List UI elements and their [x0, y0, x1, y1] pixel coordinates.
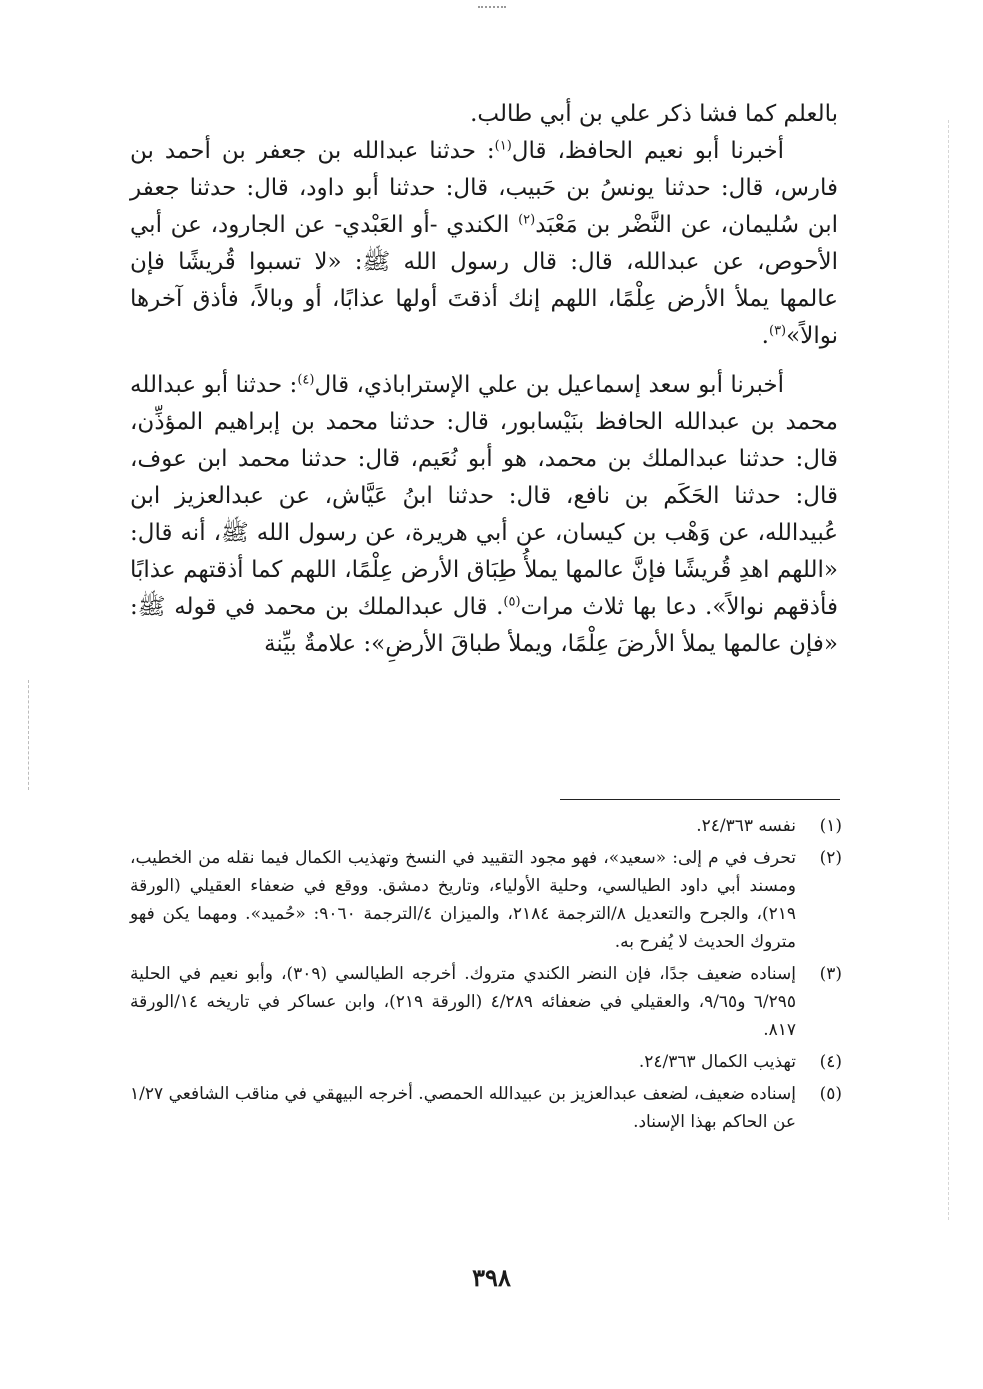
footnote-reference: (٢) [518, 212, 536, 228]
scan-margin-mark [28, 680, 31, 790]
footnote-text: إسناده ضعيف جدًا، فإن النضر الكندي متروك. أخرجه الطيالسي (٣٠٩)، وأبو نعيم في الحلية ٦/٢٩٥ و٩/٦٥، والعقيلي في ضعفائه ٤/٢٨٩ (الورقة ٢١٩)، وابن عساكر في تاريخه ١٤/الورقة ٨١٧. [130, 964, 796, 1040]
footnote-item [130, 844, 842, 956]
paragraph-text: : حدثنا عبدالله بن جعفر بن أحمد بن فارس، قال: حدثنا يونسُ بن حَبيب، قال: حدثنا أبو داود، قال: حدثنا جعفر ابن سُليمان، عن النَّضْر بن مَعْبَد [130, 138, 838, 238]
footnote-text: تحرف في م إلى: «سعيد»، فهو مجود التقييد في النسخ وتهذيب الكمال فيما نقله من الخطيب، ومسند أبي داود الطيالسي، وحلية الأولياء، وتاريخ دمشق. ووقع في ضعفاء العقيلي (الورقة ٢١٩)، والجرح والتعديل ٨/الترجمة ٢١٨٤، والميزان ٤/الترجمة ٩٠٦٠: «حُميد». ومهما يكن فهو متروك الحديث لا يُفرح به. [130, 848, 797, 952]
paragraph-2 [130, 133, 838, 355]
scan-margin-mark [948, 120, 951, 1220]
scan-mark [478, 0, 506, 8]
footnote-reference: (٤) [297, 372, 315, 388]
paragraph-1 [130, 96, 838, 133]
footnote-text: نفسه ٢٤/٣٦٣. [696, 816, 796, 836]
footnote-text: إسناده ضعيف، لضعف عبدالعزيز بن عبيدالله الحمصي. أخرجه البيهقي في مناقب الشافعي ١/٢٧ عن الحاكم بهذا الإسناد. [130, 1084, 796, 1132]
paragraph-text: : حدثنا أبو عبدالله محمد بن عبدالله الحافظ بنَيْسابور، قال: حدثنا محمد بن إبراهيم المؤذِّن، قال: حدثنا عبدالملك بن محمد، هو أبو نُعَيم، قال: حدثنا محمد ابن عوف، قال: حدثنا الحَكَم بن نافع، قال: حدثنا ابنُ عَيَّاش، عن عبدالعزيز ابن عُبيدالله، عن وَهْب بن كيسان، عن أبي هريرة، عن رسول الله ﷺ، أنه قال: «اللهم اهدِ قُريشًا فإنَّ عالمها يملأُ طِبَاق الأرض عِلْمًا، اللهم كما أذقتهم عذابًا فأذقهم نوالاً». دعا بها ثلاث مرات [130, 372, 838, 620]
footnote-reference: (٥) [503, 594, 521, 610]
footnote-item [130, 1080, 842, 1136]
paragraph-3 [130, 367, 838, 663]
footnote-item [130, 1048, 842, 1076]
footnote-number: (٢) [819, 848, 842, 868]
footnote-reference: (٣) [768, 323, 787, 339]
footnote-item [130, 812, 842, 840]
main-text [130, 96, 838, 663]
footnote-separator [560, 799, 840, 800]
footnote-number: (٤) [819, 1052, 842, 1072]
footnotes [130, 812, 842, 1140]
paragraph-text: أخبرنا أبو سعد إسماعيل بن علي الإستراباذي، قال [314, 372, 784, 398]
footnote-number: (٥) [819, 1084, 842, 1104]
footnote-number: (٣) [819, 964, 842, 984]
paragraph-text: . قال عبدالملك بن محمد في قوله ﷺ: «فإن عالمها يملأ الأرضَ عِلْمًا، ويملأ طباقَ الأرضِ»: علامةٌ بيِّنة [130, 594, 838, 657]
footnote-item [130, 960, 842, 1044]
paragraph-text: أخبرنا أبو نعيم الحافظ، قال [511, 138, 784, 164]
footnote-number: (١) [819, 816, 842, 836]
footnote-text: تهذيب الكمال ٢٤/٣٦٣. [638, 1052, 796, 1072]
footnote-reference: (١) [494, 138, 512, 154]
paragraph-text: الكندي -أو العَبْدي- عن الجارود، عن أبي الأحوص، عن عبدالله، قال: قال رسول الله ﷺ: «لا تسبوا قُريشًا فإن عالمها يملأ الأرض عِلْمًا، اللهم إنك أذقتَ أولها عذابًا، أو وبالاً، فأذق آخرها نوالاً» [130, 212, 838, 349]
page-number: ٣٩٨ [472, 1263, 511, 1292]
paragraph-text: . [761, 323, 769, 349]
paragraph-text: بالعلم كما فشا ذكر علي بن أبي طالب. [470, 101, 838, 127]
